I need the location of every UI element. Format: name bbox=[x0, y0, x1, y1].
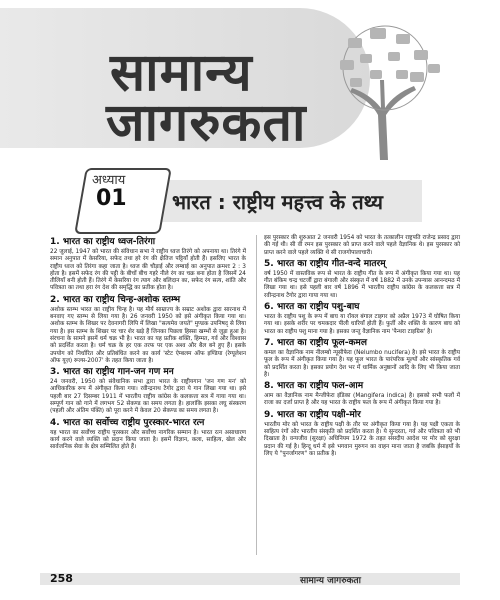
left-column bbox=[50, 235, 246, 454]
section-body: यह भारत का सर्वोच्च राष्ट्रीय पुरस्कार और सर्वोच्च नागरिक सम्मान है। भारत रत्न असाधारण कार्य करने वाले व्यक्ति को प्रदान किया जाता है। इसमें विज्ञान, कला, साहित्य, खेल और सार्वजनिक सेवा के क्षेत्र सम्मिलित होते हैं। bbox=[50, 429, 246, 451]
section-bharat-ratna-continued bbox=[264, 235, 460, 257]
section-national-fruit bbox=[264, 381, 460, 408]
section-national-bird bbox=[264, 410, 460, 458]
column-divider bbox=[256, 235, 257, 555]
section-national-anthem bbox=[50, 367, 246, 415]
section-body: 24 जनवरी, 1950 को संवैधानिक सभा द्वारा भारत के राष्ट्रीयगान 'जन गण मन' को आधिकारिक रूप में अंगीकृत किया गया। रवीन्द्रनाथ टैगोर द्वारा ये गान लिखा गया था। इसे पहली बार 27 दिसम्बर 1911 में भारतीय राष्ट्रीय कांग्रेस के कलकत्ता सत्र में गाया गया था। सम्पूर्ण गान को गाने में लगभग 52 सेकण्ड का समय लगता है। हालांकि इसका लघु संस्करण (पहली और अंतिम पंक्ति) को पूरा करने में केवल 20 सेकण्ड का समय लगता है। bbox=[50, 379, 246, 415]
book-title-line1: सामान्य bbox=[110, 43, 253, 103]
book-tree-illustration bbox=[300, 20, 470, 160]
section-heading: 3. भारत का राष्ट्रीय गान-जन गण मन bbox=[50, 367, 174, 378]
right-column bbox=[264, 235, 460, 460]
book-title-line2: जागरुकता bbox=[106, 93, 307, 153]
section-body: भारतीय मोर को भारत के राष्ट्रीय पक्षी के तौर पर अंगीकृत किया गया है। यह पक्षी एकता के साहित्य रंगों और भारतीय संस्कृति को प्रदर्शित करता है। ये सुन्दरता, गर्व और पवित्रता को भी दिखाता है। वन्यजीव (सुरक्षा) अधिनियम 1972 के तहत संसदीय आदेश पर मोर को सुरक्षा प्रदान की गई है। हिन्दू धर्म में इसे भगवान मुरुगन का वाहन माना जाता है जबकि ईसाइयों के लिए ये "पुनर्जागरण" का प्रतीक है। bbox=[264, 421, 460, 457]
section-body: इस पुरस्कार की शुरुआत 2 जनवरी 1954 को भारत के तत्कालीन राष्ट्रपति राजेन्द्र प्रसाद द्वारा की गई थी। सी वी रमन इस पुरस्कार को प्राप्त करने वाले पहले वैज्ञानिक थे। इस पुरस्कार को प्राप्त करने वाले पहले व्यक्ति थे सी राजगोपालाचारी। bbox=[264, 235, 460, 256]
content-columns bbox=[50, 235, 460, 557]
section-heading: 1. भारत का राष्ट्रीय ध्वज-तिरंगा bbox=[50, 237, 156, 247]
chapter-number: 01 bbox=[96, 186, 127, 211]
section-national-animal bbox=[264, 302, 460, 336]
chapter-label: अध्याय bbox=[92, 173, 126, 188]
section-body: आम का वैज्ञानिक नाम मैन्जीफेरा इंडिका (Mangifera indica) है। इसको सभी फलों में राजा का दर्जा प्राप्त है और यह भारत के राष्ट्रीय फल के रूप में अंगीकृत किया गया है। bbox=[264, 393, 460, 407]
page-header bbox=[0, 0, 500, 162]
section-heading: 5. भारत का राष्ट्रीय गीत-वन्दे मातरम् bbox=[264, 258, 386, 269]
section-national-flag bbox=[50, 237, 246, 293]
page-number: 258 bbox=[50, 572, 73, 585]
page-footer bbox=[0, 568, 500, 588]
section-heading: 8. भारत का राष्ट्रीय फल-आम bbox=[264, 381, 364, 392]
section-body: अशोक स्तम्भ भारत का राष्ट्रीय चिन्ह है। यह मौर्य साम्राज्य के सम्राट अशोक द्वारा सारनाथ में बनवाए गए स्तम्भ से लिया गया है। 26 जनवरी 1950 को इसे अंगीकृत किया गया था। अशोक स्तम्भ के शिखर पर देवनागरी लिपि में लिखा "सत्यमेव जयते" मुण्डक उपनिषद् से लिया गया है। इस स्तम्भ के शिखर पर चार शेर खड़े हैं जिनका पिछला हिस्सा खम्भों से जुड़ा हुआ है। संरचना के सामने इसमें धर्म चक्र भी है। भारत का यह प्रतीक शक्ति, हिम्मत, गर्व और विश्वास को प्रदर्शित करता है। धर्म चक्र के हर एक तरफ पर एक अश्व और बैल बने हुए हैं। इसके उपयोग को निर्धारित और प्रतिबंधित करने का कार्य 'स्टेट ऐम्बलम ऑफ इण्डिया (रेग्यूलेशन ऑफ यूज़) रूल्स-2007' के तहत किया जाता है। bbox=[50, 306, 246, 364]
footer-bar bbox=[40, 573, 460, 585]
section-heading: 4. भारत का सर्वोच्च राष्ट्रीय पुरस्कार-भारत रत्न bbox=[50, 417, 205, 428]
section-national-song bbox=[264, 259, 460, 300]
section-body: कमल का वैज्ञानिक नाम नीलम्बो न्यूसीफेरा (Nelumbo nucifera) है। इसे भारत के राष्ट्रीय फूल के रूप में अंगीकृत किया गया है। यह फूल भारत के पारंपरिक मूल्यों और सांस्कृतिक गर्व को प्रदर्शित करता है। इसका प्रयोग देश भर में धार्मिक अनुष्ठानों आदि के लिए भी किया जाता है। bbox=[264, 349, 460, 378]
section-body: वर्ष 1950 में वास्तविक रूप से भारत के राष्ट्रीय गीत के रूप में अंगीकृत किया गया था। यह गीत बंकिम चन्द्र चटर्जी द्वारा बंगाली और संस्कृत में वर्ष 1882 में उनके उपन्यास आनन्दमठ में लिखा गया था। इसे पहली बार वर्ष 1896 में भारतीय राष्ट्रीय कांग्रेस के कलकत्ता सत्र में रवीन्द्रनाथ टैगोर द्वारा गाया गया था। bbox=[264, 270, 460, 299]
footer-book-title: सामान्य जागरुकता bbox=[300, 576, 361, 586]
section-heading: 2. भारत का राष्ट्रीय चिन्ह-अशोक स्तम्भ bbox=[50, 294, 181, 305]
chapter-title: भारत : राष्ट्रीय महत्त्व के तथ्य bbox=[172, 190, 383, 214]
section-body: भारत के राष्ट्रीय पशु के रूप में बाघ या रॉयल बंगाल टाइगर को अप्रैल 1973 में घोषित किया गया था। इसके शरीर पर चमकदार पीली धारियाँ होती हैं। फुर्ती और शक्ति के कारण बाघ को भारत का राष्ट्रीय पशु माना गया है। इसका जन्तु वैज्ञानिक नाम 'पैन्थरा टाइग्रिस' है। bbox=[264, 314, 460, 335]
section-heading: 7. भारत का राष्ट्रीय फूल-कमल bbox=[264, 337, 367, 348]
section-national-flower bbox=[264, 338, 460, 379]
section-heading: 9. भारत का राष्ट्रीय पक्षी-मोर bbox=[264, 409, 361, 420]
section-national-emblem bbox=[50, 295, 246, 365]
section-bharat-ratna bbox=[50, 418, 246, 452]
section-heading: 6. भारत का राष्ट्रीय पशु-बाघ bbox=[264, 302, 360, 313]
section-body: 22 जुलाई, 1947 को भारत की संविधान सभा ने राष्ट्रीय ध्वज तिरंगे को अपनाया था। तिरंगे में समान अनुपात में केसरिया, सफेद तथा हरे रंग की क्षैतिज पट्टियाँ होती हैं। इसलिए भारत के राष्ट्रीय ध्वज को तिरंगा कहा जाता है। ध्वज की चौड़ाई और लम्बाई का अनुपात क्रमशः 2 : 3 होता है। इसमें सफेद रंग की पट्टी के बीचों बीच गहरे नीले रंग का चक्र बना होता है जिसमें 24 तीलियाँ बनी होती हैं। तिरंगे में केसरिया रंग त्याग और बलिदान का, सफेद रंग सत्य, शांति और पवित्रता का तथा हरा रंग देश की समृद्धि का प्रतीक होता है। bbox=[50, 249, 246, 292]
